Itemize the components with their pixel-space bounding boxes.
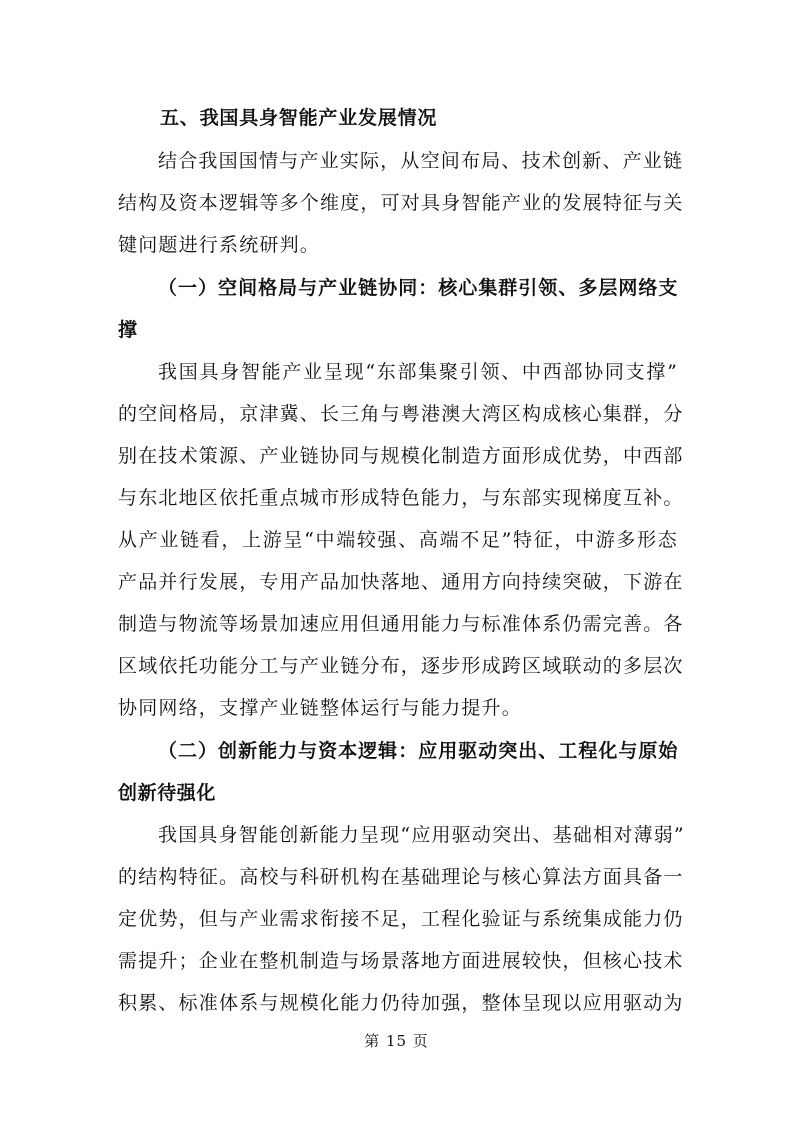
subsection-1-body-line-6: 产品并行发展，专用产品加快落地、通用方向持续突破，下游在 (118, 571, 684, 593)
subsection-2-body-line-2: 的结构特征。高校与科研机构在基础理论与核心算法方面具备一 (118, 866, 684, 888)
page-number: 第 15 页 (364, 1032, 429, 1050)
intro-line-2: 结构及资本逻辑等多个维度，可对具身智能产业的发展特征与关 (118, 192, 684, 214)
subsection-1-body-line-1: 我国具身智能产业呈现“东部集聚引领、中西部协同支撑” (158, 361, 678, 383)
subsection-2-body-line-4: 需提升；企业在整机制造与场景落地方面进展较快，但核心技术 (118, 950, 684, 972)
intro-line-3: 键问题进行系统研判。 (118, 234, 321, 256)
subsection-1-title-line-2: 撑 (118, 319, 138, 341)
subsection-2-body-line-3: 定优势，但与产业需求衔接不足，工程化验证与系统集成能力仍 (118, 908, 684, 930)
section-title: 五、我国具身智能产业发展情况 (160, 107, 438, 129)
subsection-1-body-line-5: 从产业链看，上游呈“中端较强、高端不足”特征，中游多形态 (118, 529, 678, 551)
subsection-2-body-line-5: 积累、标准体系与规模化能力仍待加强，整体呈现以应用驱动为 (118, 992, 684, 1014)
subsection-1-title-line-1: （一）空间格局与产业链协同：核心集群引领、多层网络支 (158, 277, 678, 299)
subsection-1-body-line-4: 与东北地区依托重点城市形成特色能力，与东部实现梯度互补。 (118, 487, 684, 509)
subsection-1-body-line-3: 别在技术策源、产业链协同与规模化制造方面形成优势，中西部 (118, 445, 684, 467)
subsection-1-body-line-7: 制造与物流等场景加速应用但通用能力与标准体系仍需完善。各 (118, 613, 684, 635)
subsection-2-title-line-1: （二）创新能力与资本逻辑：应用驱动突出、工程化与原始 (158, 740, 678, 762)
intro-line-1: 结合我国国情与产业实际，从空间布局、技术创新、产业链 (158, 150, 684, 172)
subsection-2-body-line-1: 我国具身智能创新能力呈现“应用驱动突出、基础相对薄弱” (158, 824, 685, 846)
subsection-2-title-line-2: 创新待强化 (118, 782, 217, 804)
subsection-1-body-line-9: 协同网络，支撑产业链整体运行与能力提升。 (118, 697, 523, 719)
subsection-1-body-line-2: 的空间格局，京津冀、长三角与粤港澳大湾区构成核心集群，分 (118, 403, 684, 425)
subsection-1-body-line-8: 区域依托功能分工与产业链分布，逐步形成跨区域联动的多层次 (118, 655, 684, 677)
